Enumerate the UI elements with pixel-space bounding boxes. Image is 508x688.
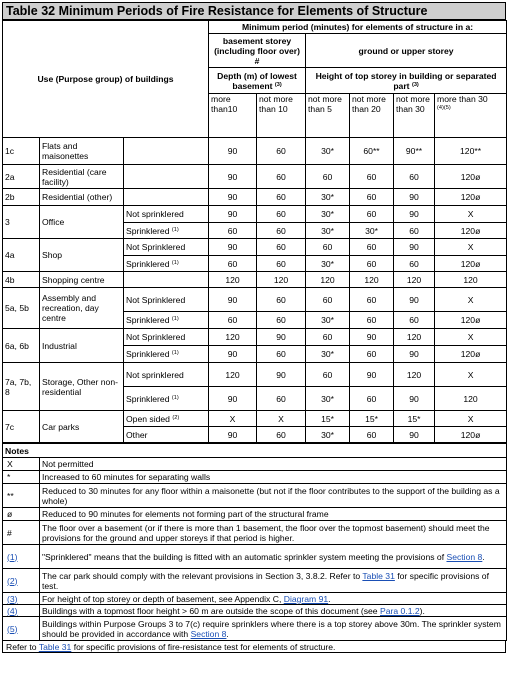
footer-text-a: Refer to bbox=[6, 642, 39, 652]
period-value: 60 bbox=[394, 165, 435, 189]
column-header-label: more than 30 bbox=[437, 94, 488, 104]
note-text-part: . bbox=[328, 593, 331, 604]
footer-link-table-31[interactable]: Table 31 bbox=[38, 642, 72, 652]
period-value: 90 bbox=[394, 189, 435, 206]
period-value: 60 bbox=[257, 312, 306, 329]
purpose-group-code: 7a, 7b, 8 bbox=[3, 363, 40, 411]
period-value: 120 bbox=[306, 272, 350, 288]
column-header-6 bbox=[435, 94, 507, 138]
note-row bbox=[3, 521, 507, 545]
sprinkler-status-label: Open sided bbox=[126, 413, 170, 424]
column-header-3 bbox=[306, 94, 350, 138]
period-value: 90 bbox=[350, 363, 394, 387]
period-value: 30* bbox=[306, 387, 350, 411]
note-key[interactable]: (4) bbox=[3, 605, 40, 617]
period-value: 60 bbox=[257, 387, 306, 411]
sprinkler-status-label: Sprinklered bbox=[126, 349, 170, 359]
sprinkler-status bbox=[124, 189, 209, 206]
purpose-group-code: 7c bbox=[3, 411, 40, 443]
table-row bbox=[3, 189, 507, 206]
note-row bbox=[3, 484, 507, 508]
column-header-2 bbox=[257, 94, 306, 138]
note-row bbox=[3, 605, 507, 617]
sprinkler-status bbox=[124, 346, 209, 363]
note-text-part: Buildings with a topmost floor height > 60 m are outside the scope of this document (see bbox=[42, 605, 380, 616]
depth-basement-label: Depth (m) of lowest basement bbox=[217, 70, 297, 91]
note-text-part: for specific provisions of test. bbox=[42, 570, 489, 591]
period-value: 90 bbox=[394, 288, 435, 312]
period-value: 60 bbox=[350, 288, 394, 312]
footer-text-b: for specific provisions of fire-resistance test for elements of structure. bbox=[71, 642, 336, 652]
note-text bbox=[40, 605, 507, 617]
period-value: 60 bbox=[394, 223, 435, 239]
note-key[interactable]: (3) bbox=[3, 593, 40, 605]
period-value: 120** bbox=[435, 138, 507, 165]
sprinkler-status-label: Not Sprinklered bbox=[126, 294, 186, 305]
column-header-label: more than10 bbox=[211, 94, 238, 114]
use-name: Industrial bbox=[40, 329, 124, 363]
table-row bbox=[3, 288, 507, 312]
note-key: ø bbox=[3, 508, 40, 521]
period-value: 15* bbox=[394, 411, 435, 427]
notes-heading: Notes bbox=[3, 444, 507, 458]
period-value: 30* bbox=[306, 346, 350, 363]
period-value: 60 bbox=[306, 363, 350, 387]
table-row bbox=[3, 206, 507, 223]
period-value: 30* bbox=[306, 138, 350, 165]
note-text: The floor over a basement (or if there is more than 1 basement, the floor over the topmost basement) should meet the provisions for the ground and upper storeys if that period is higher. bbox=[40, 521, 507, 545]
sprinkler-status bbox=[124, 363, 209, 387]
note-text: Increased to 60 minutes for separating walls bbox=[40, 471, 507, 484]
period-value: 120ø bbox=[435, 427, 507, 443]
note-row bbox=[3, 458, 507, 471]
table-row bbox=[3, 165, 507, 189]
period-value: 15* bbox=[350, 411, 394, 427]
period-value: 60 bbox=[306, 329, 350, 346]
sprinkler-status bbox=[124, 272, 209, 288]
period-value: 90 bbox=[209, 346, 257, 363]
period-value: 60 bbox=[257, 239, 306, 256]
period-value: 120 bbox=[350, 272, 394, 288]
depth-basement-header bbox=[209, 68, 306, 94]
period-value: X bbox=[435, 206, 507, 223]
sprinkler-status-label: Not sprinklered bbox=[126, 369, 184, 380]
column-header-5 bbox=[394, 94, 435, 138]
note-key: ** bbox=[3, 484, 40, 508]
use-name: Office bbox=[40, 206, 124, 239]
period-value: 60 bbox=[350, 206, 394, 223]
table-row bbox=[3, 363, 507, 387]
sprinkler-status-label: Sprinklered bbox=[126, 393, 170, 404]
sprinkler-status-ref: (1) bbox=[171, 226, 179, 233]
note-row bbox=[3, 617, 507, 641]
use-name: Residential (care facility) bbox=[40, 165, 124, 189]
sprinkler-status bbox=[124, 387, 209, 411]
use-name: Storage, Other non-residential bbox=[40, 363, 124, 411]
sprinkler-status-label: Not sprinklered bbox=[126, 209, 184, 219]
period-value: 60 bbox=[306, 288, 350, 312]
sprinkler-status bbox=[124, 223, 209, 239]
purpose-group-code: 4b bbox=[3, 272, 40, 288]
note-link[interactable]: Section 8 bbox=[190, 628, 227, 639]
period-value: 60 bbox=[257, 223, 306, 239]
sprinkler-status bbox=[124, 411, 209, 427]
note-text: Reduced to 90 minutes for elements not forming part of the structural frame bbox=[40, 508, 507, 521]
purpose-group-code: 1c bbox=[3, 138, 40, 165]
sprinkler-status-ref: (2) bbox=[172, 414, 180, 421]
period-value: 60 bbox=[350, 239, 394, 256]
table-title: Table 32 Minimum Periods of Fire Resistance for Elements of Structure bbox=[2, 2, 506, 20]
period-value: 60 bbox=[350, 165, 394, 189]
period-value: 120 bbox=[394, 272, 435, 288]
purpose-group-code: 2b bbox=[3, 189, 40, 206]
note-text: Reduced to 30 minutes for any floor within a maisonette (but not if the floor contributes to the support of the building as a whole) bbox=[40, 484, 507, 508]
column-header-label: not more than 30 bbox=[396, 94, 430, 114]
period-value: 30* bbox=[306, 189, 350, 206]
note-text bbox=[40, 569, 507, 593]
period-value: 120 bbox=[394, 329, 435, 346]
period-value: X bbox=[435, 363, 507, 387]
period-value: 60** bbox=[350, 138, 394, 165]
period-value: 90 bbox=[209, 206, 257, 223]
purpose-group-code: 2a bbox=[3, 165, 40, 189]
period-value: 30* bbox=[306, 312, 350, 329]
purpose-group-code: 4a bbox=[3, 239, 40, 272]
period-value: 90 bbox=[350, 329, 394, 346]
height-top-ref: (3) bbox=[411, 81, 419, 88]
period-value: 90 bbox=[209, 387, 257, 411]
sprinkler-status-ref: (1) bbox=[171, 316, 179, 322]
sprinkler-status-ref: (1) bbox=[171, 350, 179, 356]
period-value: 60 bbox=[257, 346, 306, 363]
purpose-group-code: 3 bbox=[3, 206, 40, 239]
note-key[interactable]: (5) bbox=[3, 617, 40, 641]
period-value: X bbox=[435, 411, 507, 427]
period-value: 90 bbox=[209, 427, 257, 443]
note-key: * bbox=[3, 471, 40, 484]
sprinkler-status bbox=[124, 165, 209, 189]
table-row bbox=[3, 272, 507, 288]
period-value: 30* bbox=[306, 206, 350, 223]
period-value: 60 bbox=[394, 312, 435, 329]
note-text-part: The car park should comply with the relevant provisions in Section 3, 3.8.2. Refer to bbox=[42, 570, 363, 581]
use-name: Assembly and recreation, day centre bbox=[40, 288, 124, 329]
note-text-part: For height of top storey or depth of basement, see Appendix C, bbox=[42, 593, 284, 604]
table-row bbox=[3, 329, 507, 346]
note-row bbox=[3, 508, 507, 521]
period-value: 120 bbox=[435, 272, 507, 288]
period-value: 90 bbox=[209, 189, 257, 206]
note-text-part: Buildings within Purpose Groups 3 to 7(c) require sprinklers where there is a top storey above 30m. The sprinkler system should be provided in accordance with bbox=[42, 618, 501, 639]
note-text bbox=[40, 545, 507, 569]
column-header-1 bbox=[209, 94, 257, 138]
height-top-label: Height of top storey in building or separated part bbox=[315, 70, 497, 91]
note-text bbox=[40, 617, 507, 641]
period-value: 30* bbox=[306, 427, 350, 443]
period-value: X bbox=[435, 329, 507, 346]
period-value: 60 bbox=[209, 256, 257, 272]
period-value: 60 bbox=[394, 256, 435, 272]
note-key[interactable]: (1) bbox=[3, 545, 40, 569]
column-header-4 bbox=[350, 94, 394, 138]
use-name: Residential (other) bbox=[40, 189, 124, 206]
sprinkler-status bbox=[124, 312, 209, 329]
depth-basement-ref: (3) bbox=[274, 81, 282, 88]
purpose-group-code: 5a, 5b bbox=[3, 288, 40, 329]
sprinkler-status bbox=[124, 239, 209, 256]
use-group-header: Use (Purpose group) of buildings bbox=[3, 21, 209, 138]
period-value: 90 bbox=[209, 288, 257, 312]
period-value: 15* bbox=[306, 411, 350, 427]
sprinkler-status bbox=[124, 329, 209, 346]
table-row bbox=[3, 411, 507, 427]
period-value: 60 bbox=[306, 165, 350, 189]
period-value: 30* bbox=[350, 223, 394, 239]
period-value: 120 bbox=[209, 363, 257, 387]
period-value: 60 bbox=[257, 138, 306, 165]
sprinkler-status-ref: (1) bbox=[171, 394, 179, 401]
period-value: 60 bbox=[350, 189, 394, 206]
period-value: X bbox=[435, 288, 507, 312]
footer-note bbox=[2, 641, 506, 653]
period-value: 60 bbox=[350, 387, 394, 411]
note-link[interactable]: Table 31 bbox=[362, 570, 395, 581]
period-value: 120ø bbox=[435, 346, 507, 363]
period-value: 60 bbox=[209, 312, 257, 329]
period-value: 60 bbox=[257, 256, 306, 272]
sprinkler-status-ref: (1) bbox=[171, 259, 179, 266]
period-value: 90 bbox=[394, 346, 435, 363]
period-value: 90 bbox=[257, 363, 306, 387]
note-row bbox=[3, 569, 507, 593]
notes-table bbox=[2, 443, 507, 641]
basement-storey-header: basement storey (including floor over) # bbox=[209, 34, 306, 68]
note-row bbox=[3, 593, 507, 605]
document bbox=[2, 2, 506, 653]
sprinkler-status-label: Not Sprinklered bbox=[126, 332, 186, 342]
period-value: 90 bbox=[394, 387, 435, 411]
sprinkler-status-label: Sprinklered bbox=[126, 258, 170, 269]
height-top-header bbox=[306, 68, 507, 94]
period-value: 90** bbox=[394, 138, 435, 165]
note-row bbox=[3, 545, 507, 569]
period-value: 60 bbox=[257, 206, 306, 223]
note-link[interactable]: Section 8 bbox=[446, 551, 483, 562]
ground-upper-header: ground or upper storey bbox=[306, 34, 507, 68]
note-key: # bbox=[3, 521, 40, 545]
min-period-header: Minimum period (minutes) for elements of structure in a: bbox=[209, 21, 507, 34]
period-value: 60 bbox=[350, 427, 394, 443]
period-value: 90 bbox=[257, 329, 306, 346]
use-name: Flats and maisonettes bbox=[40, 138, 124, 165]
period-value: 60 bbox=[209, 223, 257, 239]
period-value: 120 bbox=[209, 272, 257, 288]
sprinkler-status bbox=[124, 138, 209, 165]
period-value: 120ø bbox=[435, 312, 507, 329]
period-value: X bbox=[257, 411, 306, 427]
period-value: 120ø bbox=[435, 256, 507, 272]
period-value: 60 bbox=[257, 427, 306, 443]
period-value: 30* bbox=[306, 223, 350, 239]
period-value: 90 bbox=[394, 206, 435, 223]
note-row bbox=[3, 471, 507, 484]
period-value: 120 bbox=[257, 272, 306, 288]
period-value: 60 bbox=[257, 189, 306, 206]
sprinkler-status bbox=[124, 427, 209, 443]
period-value: 60 bbox=[257, 165, 306, 189]
fire-resistance-table bbox=[2, 20, 507, 443]
use-name: Car parks bbox=[40, 411, 124, 443]
period-value: 120ø bbox=[435, 189, 507, 206]
use-name: Shopping centre bbox=[40, 272, 124, 288]
period-value: 30* bbox=[306, 256, 350, 272]
period-value: 90 bbox=[394, 239, 435, 256]
period-value: 120 bbox=[209, 329, 257, 346]
column-header-label: not more than 5 bbox=[308, 94, 342, 114]
period-value: 120 bbox=[394, 363, 435, 387]
sprinkler-status-label: Not Sprinklered bbox=[126, 242, 186, 252]
note-text-part: "Sprinklered" means that the building is fitted with an automatic sprinkler system meeting the provisions of bbox=[42, 551, 447, 562]
period-value: 90 bbox=[394, 427, 435, 443]
sprinkler-status bbox=[124, 288, 209, 312]
period-value: 60 bbox=[350, 256, 394, 272]
period-value: 90 bbox=[209, 165, 257, 189]
period-value: 90 bbox=[209, 239, 257, 256]
period-value: X bbox=[435, 239, 507, 256]
period-value: 60 bbox=[350, 346, 394, 363]
column-header-label: not more than 10 bbox=[259, 94, 293, 114]
column-header-ref: (4)(5) bbox=[437, 105, 451, 111]
period-value: 60 bbox=[257, 288, 306, 312]
note-text bbox=[40, 593, 507, 605]
sprinkler-status-label: Other bbox=[126, 429, 148, 440]
note-key: X bbox=[3, 458, 40, 471]
column-header-label: not more than 20 bbox=[352, 94, 386, 114]
period-value: 60 bbox=[306, 239, 350, 256]
note-link[interactable]: Para 0.1.2 bbox=[379, 605, 420, 616]
note-text-part: ). bbox=[419, 605, 425, 616]
purpose-group-code: 6a, 6b bbox=[3, 329, 40, 363]
use-name: Shop bbox=[40, 239, 124, 272]
note-text-part: . bbox=[482, 551, 485, 562]
period-value: 120ø bbox=[435, 223, 507, 239]
period-value: 120 bbox=[435, 387, 507, 411]
note-text-part: . bbox=[226, 628, 229, 639]
note-link[interactable]: Diagram 91 bbox=[283, 593, 329, 604]
sprinkler-status bbox=[124, 256, 209, 272]
table-row bbox=[3, 138, 507, 165]
sprinkler-status bbox=[124, 206, 209, 223]
sprinkler-status-label: Sprinklered bbox=[126, 315, 170, 325]
sprinkler-status-label: Sprinklered bbox=[126, 225, 170, 236]
period-value: 90 bbox=[209, 138, 257, 165]
note-key[interactable]: (2) bbox=[3, 569, 40, 593]
period-value: 120ø bbox=[435, 165, 507, 189]
period-value: 60 bbox=[350, 312, 394, 329]
table-row bbox=[3, 239, 507, 256]
note-text: Not permitted bbox=[40, 458, 507, 471]
period-value: X bbox=[209, 411, 257, 427]
